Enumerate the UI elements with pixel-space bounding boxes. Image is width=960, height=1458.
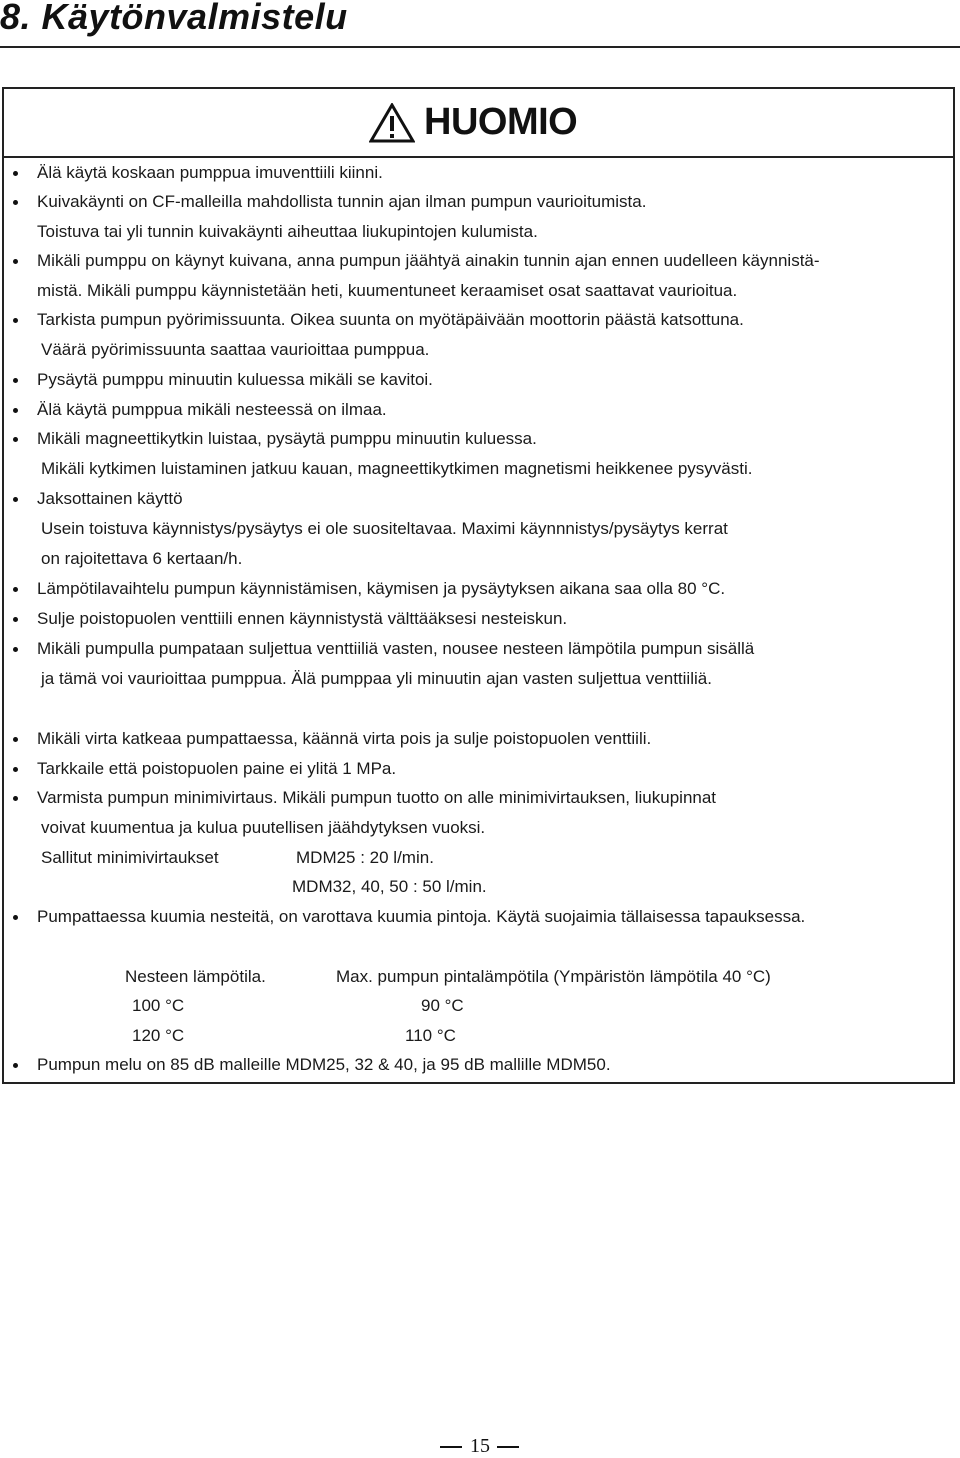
caution-item-text: on rajoitettava 6 kertaan/h.: [41, 549, 243, 568]
caution-item-text: Lämpötilavaihtelu pumpun käynnistämisen, käymisen ja pysäytyksen aikana saa olla 80 °C.: [37, 579, 726, 598]
caution-item-text: Pumpun melu on 85 dB malleille MDM25, 32 & 40, ja 95 dB mallille MDM50.: [37, 1055, 611, 1074]
bullet: [13, 915, 18, 920]
caution-item-text: Tarkkaile että poistopuolen paine ei ylitä 1 MPa.: [37, 759, 397, 778]
temp-table-cell: 110 °C: [405, 1026, 456, 1045]
temp-table-cell: 120 °C: [132, 1026, 185, 1045]
bullet: [13, 437, 18, 442]
caution-item-text: Mikäli magneettikytkin luistaa, pysäytä pumppu minuutin kuluessa.: [37, 429, 537, 448]
caution-item-text: Pysäytä pumppu minuutin kuluessa mikäli se kavitoi.: [37, 370, 433, 389]
caution-item-text: Väärä pyörimissuunta saattaa vaurioittaa pumppua.: [41, 340, 430, 359]
caution-item-text: mistä. Mikäli pumppu käynnistetään heti, kuumentuneet keraamiset osat saattavat vaurioitua.: [37, 281, 738, 300]
bullet: [13, 647, 18, 652]
bullet: [13, 318, 18, 323]
caution-item-text: Pumpattaessa kuumia nesteitä, on varottava kuumia pintoja. Käytä suojaimia tällaisessa tapauksessa.: [37, 907, 806, 926]
caution-item-text: Mikäli pumpulla pumpataan suljettua venttiiliä vasten, nousee nesteen lämpötila pumpun sisällä: [37, 639, 755, 658]
warning-triangle-icon: [369, 103, 415, 143]
bullet: [13, 378, 18, 383]
caution-header: [4, 89, 953, 158]
caution-item-text: Mikäli virta katkeaa pumpattaessa, käännä virta pois ja sulje poistopuolen venttiili.: [37, 729, 652, 748]
title-underline: [0, 46, 960, 48]
page-title: 8. Käytönvalmistelu: [0, 0, 348, 37]
caution-item-text: voivat kuumentua ja kulua puutellisen jäähdytyksen vuoksi.: [41, 818, 486, 837]
bullet: [13, 617, 18, 622]
caution-item-text: Toistuva tai yli tunnin kuivakäynti aiheuttaa liukupintojen kulumista.: [37, 222, 538, 241]
bullet: [13, 497, 18, 502]
bullet: [13, 200, 18, 205]
caution-item-text: Sulje poistopuolen venttiili ennen käynnistystä välttääksesi nesteiskun.: [37, 609, 568, 628]
temp-table-header: Max. pumpun pintalämpötila (Ympäristön lämpötila 40 °C): [336, 967, 771, 986]
bullet: [13, 171, 18, 176]
page-number: 15: [470, 1435, 490, 1457]
bullet: [13, 259, 18, 264]
bullet: [13, 767, 18, 772]
page-number-dash: [440, 1446, 462, 1448]
min-flow-value: MDM32, 40, 50 : 50 l/min.: [292, 877, 487, 896]
bullet: [13, 796, 18, 801]
min-flow-value: MDM25 : 20 l/min.: [296, 848, 434, 867]
caution-item-text: Kuivakäynti on CF-malleilla mahdollista tunnin ajan ilman pumpun vaurioitumista.: [37, 192, 647, 211]
temp-table-header: Nesteen lämpötila.: [125, 967, 266, 986]
temp-table-cell: 100 °C: [132, 996, 185, 1015]
caution-item-text: Varmista pumpun minimivirtaus. Mikäli pumpun tuotto on alle minimivirtauksen, liukupinnat: [37, 788, 717, 807]
bullet: [13, 408, 18, 413]
caution-item-text: Jaksottainen käyttö: [37, 489, 183, 508]
temp-table-cell: 90 °C: [421, 996, 464, 1015]
caution-item-text: Älä käytä koskaan pumppua imuventtiili kiinni.: [37, 163, 383, 182]
caution-item-text: Usein toistuva käynnistys/pysäytys ei ole suositeltavaa. Maximi käynnnistys/pysäytys kerrat: [41, 519, 728, 538]
min-flow-label: Sallitut minimivirtaukset: [41, 848, 219, 867]
caution-item-text: Älä käytä pumppua mikäli nesteessä on ilmaa.: [37, 400, 387, 419]
bullet: [13, 587, 18, 592]
caution-item-text: Mikäli pumppu on käynyt kuivana, anna pumpun jäähtyä ainakin tunnin ajan ennen uudelleen käynnistä-: [37, 251, 820, 270]
caution-item-text: ja tämä voi vaurioittaa pumppua. Älä pumppaa yli minuutin ajan vasten suljettua venttiiliä.: [41, 669, 712, 688]
page-number-dash: [497, 1446, 519, 1448]
caution-item-text: Tarkista pumpun pyörimissuunta. Oikea suunta on myötäpäivään moottorin päästä katsottuna.: [37, 310, 744, 329]
caution-item-text: Mikäli kytkimen luistaminen jatkuu kauan, magneettikytkimen magnetismi heikkenee pysyvästi.: [41, 459, 753, 478]
bullet: [13, 1063, 18, 1068]
bullet: [13, 737, 18, 742]
caution-label: HUOMIO: [424, 101, 578, 143]
